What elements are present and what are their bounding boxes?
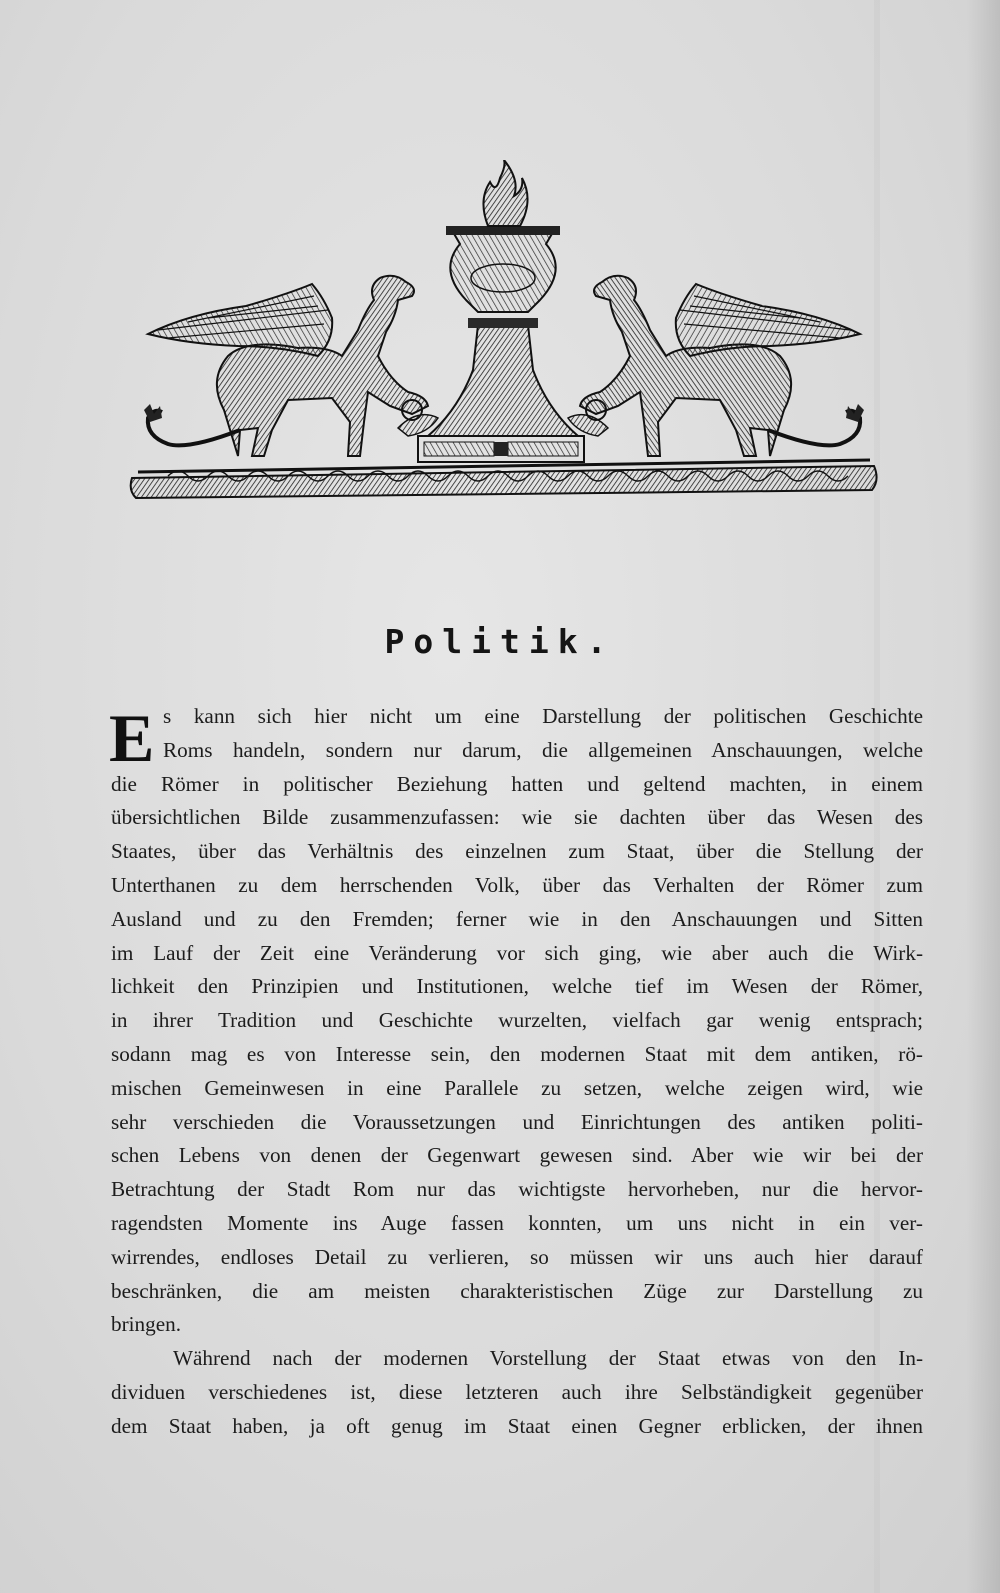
text-line: Ausland und zu den Fremden; ferner wie in den Anschauungen und Sitten: [111, 906, 923, 931]
griffin-urn-ornament: [128, 160, 880, 510]
text-line: beschränken, die am meisten charakteristischen Züge zur Darstellung zu: [111, 1278, 923, 1303]
text-line: s kann sich hier nicht um eine Darstellung der politischen Geschichte: [163, 704, 923, 728]
text-line: wirrendes, endloses Detail zu verlieren, so müssen wir uns auch hier darauf: [111, 1244, 923, 1269]
urn-pedestal: [398, 318, 608, 462]
text-line: sodann mag es von Interesse sein, den modernen Staat mit dem antiken, rö-: [111, 1041, 923, 1066]
text-line: dividuen verschiedenes ist, diese letzteren auch ihre Selbständigkeit gegenüber: [111, 1379, 923, 1404]
text-line: im Lauf der Zeit eine Veränderung vor sich ging, wie aber auch die Wirk-: [111, 940, 923, 965]
text-line: Unterthanen zu dem herrschenden Volk, über das Verhalten der Römer zum: [111, 872, 923, 897]
text-line: sehr verschieden die Voraussetzungen und Einrichtungen des antiken politi-: [111, 1109, 923, 1134]
text-line: Staates, über das Verhältnis des einzelnen zum Staat, über die Stellung der: [111, 839, 923, 864]
page-title: Politik.: [384, 622, 616, 661]
text-line: ragendsten Momente ins Auge fassen konnten, um uns nicht in ein ver-: [111, 1210, 923, 1235]
flaming-urn: [446, 160, 560, 312]
left-griffin: [144, 276, 428, 456]
text-line: schen Lebens von denen der Gegenwart gewesen sind. Aber wie wir bei der: [111, 1143, 923, 1168]
page-edge-shadow: [966, 0, 1000, 1593]
right-griffin: [580, 276, 864, 456]
text-line: Betrachtung der Stadt Rom nur das wichtigste hervorheben, nur die hervor-: [111, 1177, 923, 1202]
text-line: übersichtlichen Bilde zusammenzufassen: wie sie dachten über das Wesen des: [111, 805, 923, 830]
text-line: mischen Gemeinwesen in eine Parallele zu setzen, welche zeigen wird, wie: [111, 1075, 923, 1100]
text-line: die Römer in politischer Beziehung hatten und geltend machten, in einem: [111, 771, 923, 796]
text-line: dem Staat haben, ja oft genug im Staat einen Gegner erblicken, der ihnen: [111, 1413, 923, 1438]
text-line: bringen.: [111, 1312, 182, 1337]
garland-base: [131, 460, 877, 498]
text-line: in ihrer Tradition und Geschichte wurzelten, vielfach gar wenig entsprach;: [111, 1008, 923, 1033]
text-line: Während nach der modernen Vorstellung der Staat etwas von den In-: [173, 1346, 923, 1371]
drop-cap: E: [109, 700, 155, 776]
text-line: lichkeit den Prinzipien und Institutionen, welche tief im Wesen der Römer,: [111, 974, 923, 999]
text-line: Roms handeln, sondern nur darum, die allgemeinen Anschauungen, welche: [163, 737, 923, 762]
body-text: [111, 700, 923, 1444]
